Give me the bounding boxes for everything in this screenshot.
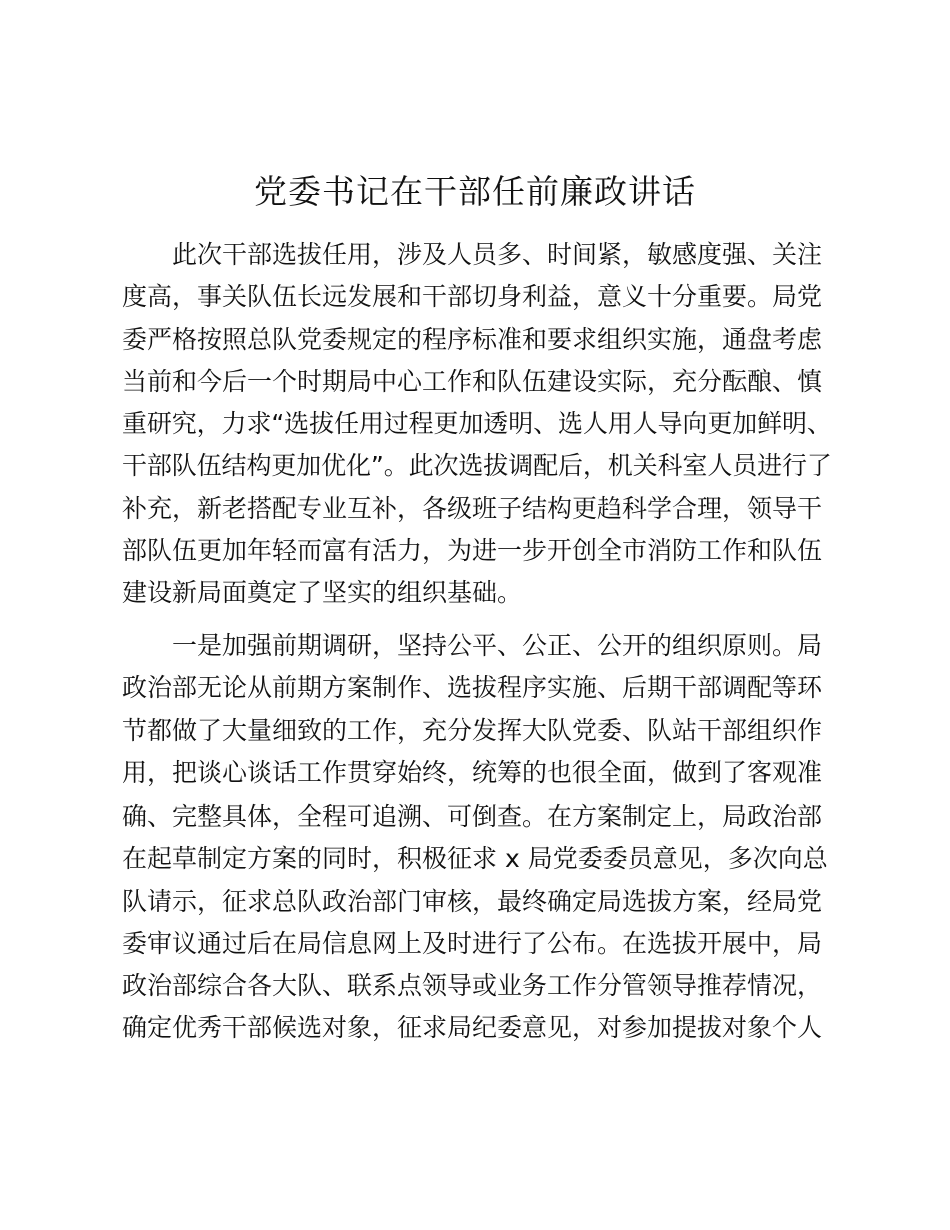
paragraph-1-line-1: 此次干部选拔任用，涉及人员多、时间紧，敏感度强、关注	[172, 240, 823, 269]
paragraph-2-line-2: 政治部无论从前期方案制作、选拔程序实施、后期干部调配等环	[122, 673, 823, 702]
paragraph-2-line-8: 委审议通过后在局信息网上及时进行了公布。在选拔开展中，局	[122, 929, 823, 958]
paragraph-1-line-7: 补充，新老搭配专业互补，各级班子结构更趋科学合理，领导干	[122, 494, 823, 523]
paragraph-1-line-4: 当前和今后一个时期局中心工作和队伍建设实际，充分酝酿、慎	[122, 367, 823, 396]
paragraph-2-line-6: 在起草制定方案的同时，积极征求 x 局党委委员意见，多次向总	[122, 844, 828, 873]
paragraph-2-line-9: 政治部综合各大队、联系点领导或业务工作分管领导推荐情况，	[122, 971, 823, 1000]
document-title: 党委书记在干部任前廉政讲话	[254, 172, 696, 211]
paragraph-1-line-3: 委严格按照总队党委规定的程序标准和要求组织实施，通盘考虑	[122, 325, 823, 354]
paragraph-2-line-4: 用，把谈心谈话工作贯穿始终，统筹的也很全面，做到了客观准	[122, 758, 823, 787]
paragraph-2-line-1: 一是加强前期调研，坚持公平、公正、公开的组织原则。局	[172, 631, 823, 660]
paragraph-1-line-6: 干部队伍结构更加优化”。此次选拔调配后，机关科室人员进行了	[122, 451, 832, 480]
paragraph-2-line-3: 节都做了大量细致的工作，充分发挥大队党委、队站干部组织作	[122, 716, 823, 745]
paragraph-1-line-5: 重研究，力求“选拔任用过程更加透明、选人用人导向更加鲜明、	[122, 409, 832, 438]
paragraph-1-line-8: 部队伍更加年轻而富有活力，为进一步开创全市消防工作和队伍	[122, 536, 823, 565]
paragraph-1-line-9: 建设新局面奠定了坚实的组织基础。	[122, 578, 523, 607]
paragraph-1-line-2: 度高，事关队伍长远发展和干部切身利益，意义十分重要。局党	[122, 282, 823, 311]
paragraph-2-line-7: 队请示，征求总队政治部门审核，最终确定局选拔方案，经局党	[122, 887, 823, 916]
paragraph-2-line-10: 确定优秀干部候选对象，征求局纪委意见，对参加提拔对象个人	[122, 1013, 823, 1042]
paragraph-2-line-5: 确、完整具体，全程可追溯、可倒查。在方案制定上，局政治部	[122, 802, 823, 831]
